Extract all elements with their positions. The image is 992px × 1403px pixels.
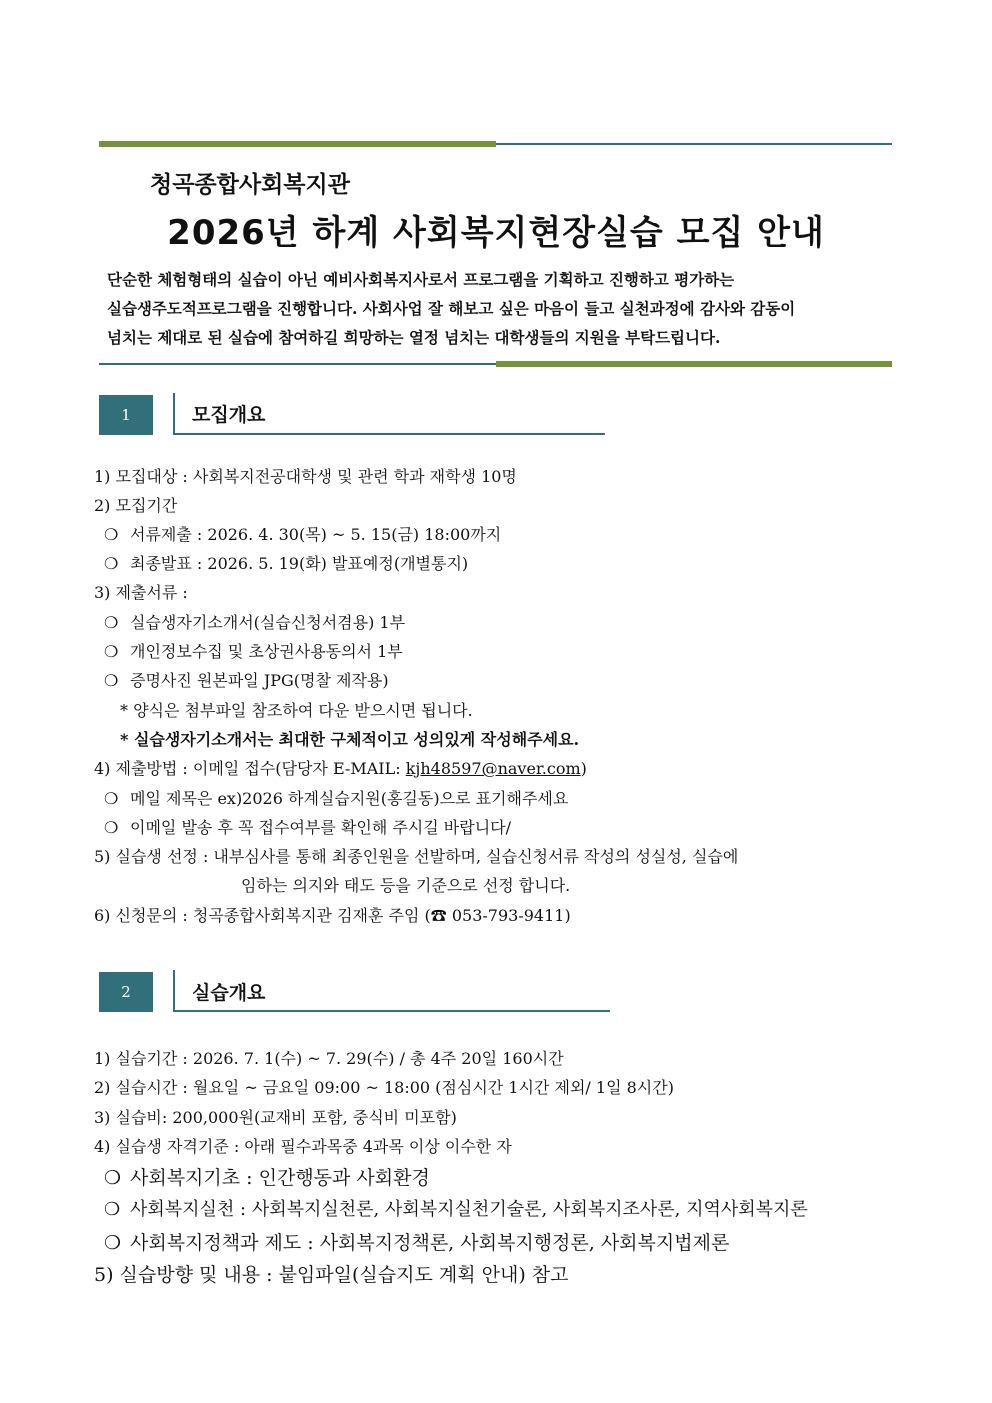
intro-line: 단순한 체험형태의 실습이 아닌 예비사회복지사로서 프로그램을 기획하고 진행하고 평가하는 (107, 270, 735, 289)
bottom-green-bar (496, 361, 892, 367)
circle-bullet-icon: ❍ (104, 789, 119, 808)
section-title: 실습개요 (192, 982, 266, 1004)
org-name: 청곡종합사회복지관 (150, 172, 350, 198)
mail-confirm-note: 이메일 발송 후 꼭 접수여부를 확인해 주시길 바랍니다/ (130, 818, 512, 837)
section-divider (173, 393, 175, 435)
top-green-bar (99, 141, 496, 147)
doc-item: 증명사진 원본파일 JPG(명찰 제작용) (130, 671, 389, 690)
list-item (104, 551, 468, 574)
selection-line-1: 5) 실습생 선정 : 내부심사를 통해 최종인원을 선발하며, 실습신청서류 작성의 성실성, 실습에 (94, 847, 739, 866)
mail-subject-note: 메일 제목은 ex)2026 하계실습지원(홍길동)으로 표기해주세요 (130, 789, 569, 808)
submit-method-suffix: ) (580, 759, 587, 778)
circle-bullet-icon: ❍ (104, 554, 119, 573)
list-item (104, 610, 405, 633)
list-item (104, 1195, 808, 1221)
course-group: 사회복지실천 : 사회복지실천론, 사회복지실천기술론, 사회복지조사론, 지역사회복지론 (130, 1199, 808, 1220)
circle-bullet-icon: ❍ (104, 1167, 122, 1189)
circle-bullet-icon: ❍ (104, 1199, 121, 1220)
circle-bullet-icon: ❍ (104, 818, 119, 837)
submit-method (94, 756, 587, 779)
submit-method-prefix: 4) 제출방법 : 이메일 접수(담당자 E-MAIL: (94, 759, 406, 778)
circle-bullet-icon: ❍ (104, 671, 119, 690)
circle-bullet-icon: ❍ (104, 1232, 122, 1254)
recruit-period: 2) 모집기간 (94, 496, 178, 515)
practice-content: 5) 실습방향 및 내용 : 붙임파일(실습지도 계획 안내) 참고 (94, 1264, 569, 1286)
doc-item: 실습생자기소개서(실습신청서겸용) 1부 (130, 613, 406, 632)
section-number: 1 (99, 395, 153, 435)
list-item (104, 1163, 430, 1190)
course-group: 사회복지기초 : 인간행동과 사회환경 (130, 1167, 430, 1189)
list-item (104, 639, 403, 662)
intro-line: 넘치는 제대로 된 실습에 참여하길 희망하는 열정 넘치는 대학생들의 지원을 부탁드립니다. (107, 328, 721, 347)
selection-line-2: 임하는 의지와 태도 등을 기준으로 선정 합니다. (241, 876, 571, 895)
page-title: 2026년 하계 사회복지현장실습 모집 안내 (167, 213, 825, 253)
section-underline (173, 433, 605, 435)
practice-hours: 2) 실습시간 : 월요일 ~ 금요일 09:00 ~ 18:00 (점심시간 1시간 제외/ 1일 8시간) (94, 1078, 674, 1097)
section-title: 모집개요 (192, 404, 266, 426)
section-underline (173, 1010, 610, 1012)
course-group: 사회복지정책과 제도 : 사회복지정책론, 사회복지행정론, 사회복지법제론 (130, 1232, 730, 1254)
list-item (104, 1228, 729, 1255)
intro-text (107, 265, 907, 352)
docs-deadline: 서류제출 : 2026. 4. 30(목) ~ 5. 15(금) 18:00까지 (130, 525, 502, 544)
result-date: 최종발표 : 2026. 5. 19(화) 발표예정(개별통지) (130, 554, 469, 573)
contact-info: 6) 신청문의 : 청곡종합사회복지관 김재훈 주임 (☎ 053-793-9411) (94, 906, 571, 925)
note-essay: * 실습생자기소개서는 최대한 구체적이고 성의있게 작성해주세요. (120, 730, 580, 749)
list-item (104, 815, 511, 838)
doc-item: 개인정보수집 및 초상권사용동의서 1부 (130, 642, 403, 661)
required-docs: 3) 제출서류 : (94, 583, 188, 602)
qualification: 4) 실습생 자격기준 : 아래 필수과목중 4과목 이상 이수한 자 (94, 1137, 512, 1156)
top-teal-line (496, 143, 892, 145)
list-item (104, 522, 501, 545)
list-item (104, 668, 389, 691)
practice-fee: 3) 실습비: 200,000원(교재비 포함, 중식비 미포함) (94, 1108, 457, 1127)
practice-period: 1) 실습기간 : 2026. 7. 1(수) ~ 7. 29(수) / 총 4주 20일 160시간 (94, 1049, 564, 1068)
circle-bullet-icon: ❍ (104, 525, 119, 544)
recruit-target: 1) 모집대상 : 사회복지전공대학생 및 관련 학과 재학생 10명 (94, 467, 517, 486)
intro-line: 실습생주도적프로그램을 진행합니다. 사회사업 잘 해보고 싶은 마음이 들고 실천과정에 감사와 감동이 (107, 299, 796, 318)
email-link[interactable]: kjh48597@naver.com (405, 759, 581, 778)
circle-bullet-icon: ❍ (104, 642, 119, 661)
list-item (104, 786, 568, 809)
note-form: * 양식은 첨부파일 참조하여 다운 받으시면 됩니다. (120, 701, 473, 720)
section-divider (173, 970, 175, 1012)
bottom-teal-line (99, 363, 496, 365)
circle-bullet-icon: ❍ (104, 613, 119, 632)
section-number: 2 (99, 972, 153, 1012)
